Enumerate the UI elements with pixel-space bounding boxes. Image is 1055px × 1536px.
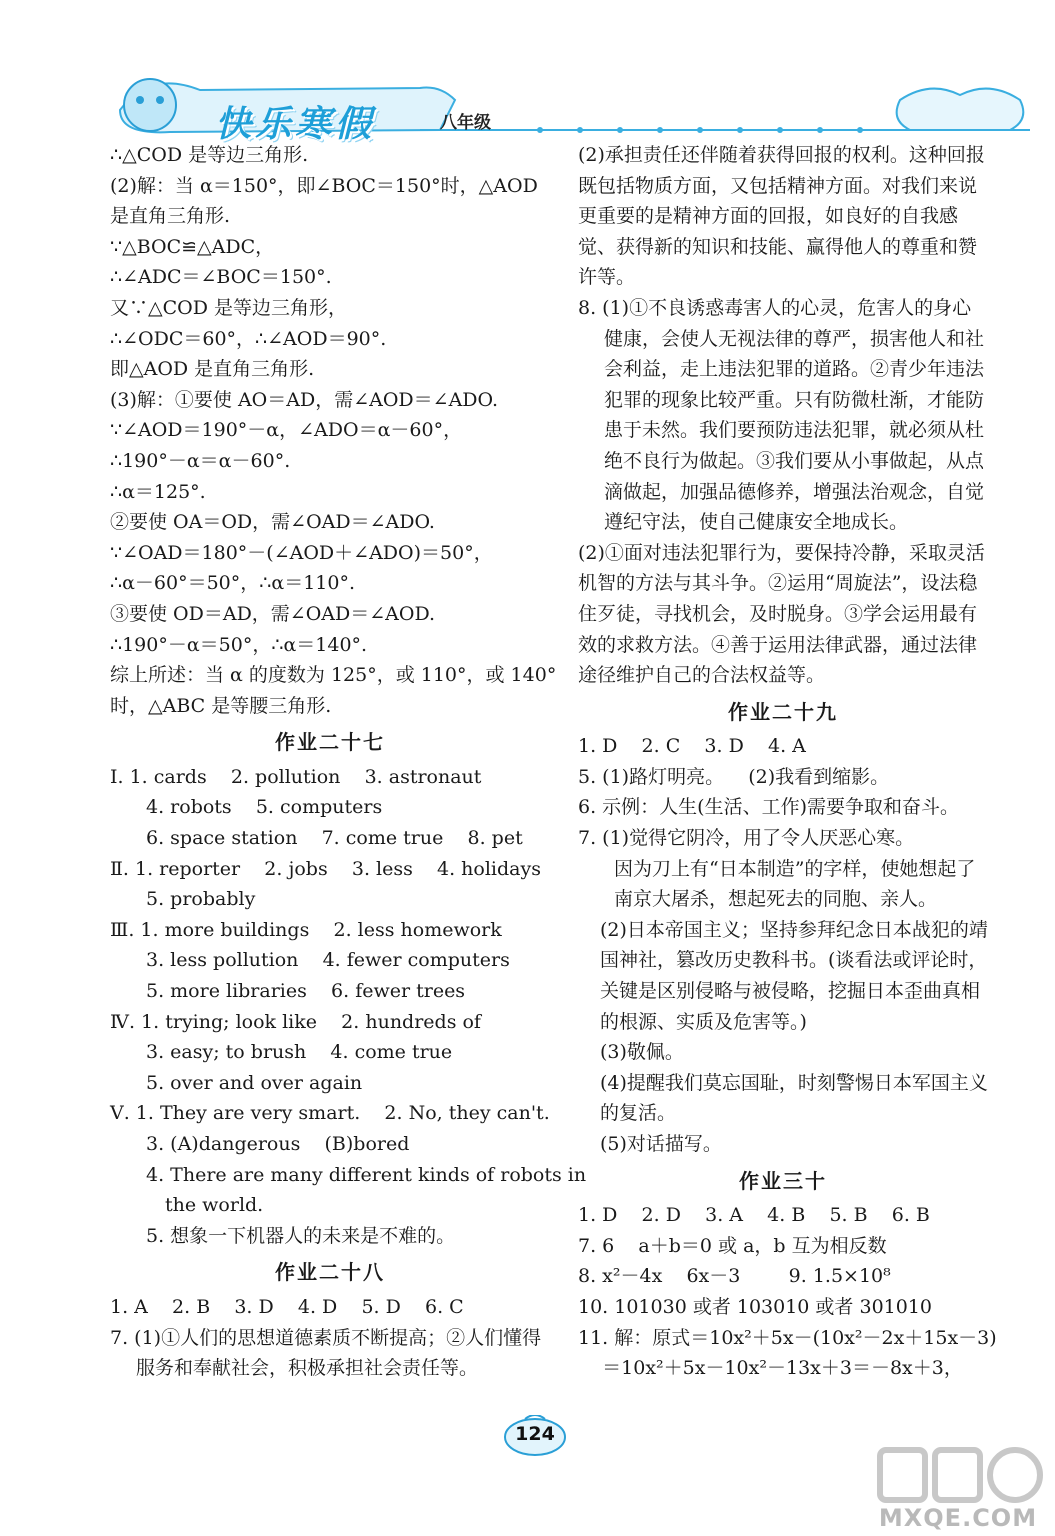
answer-line: 10. 101030 或者 103010 或者 301010 (578, 1295, 933, 1318)
answer-line: 4. robots 5. computers (146, 796, 383, 819)
answer-line: 6. 示例：人生(生活、工作)需要争取和奋斗。 (578, 796, 959, 819)
answer-line: (5)对话描写。 (600, 1133, 722, 1155)
answer-line: 5. more libraries 6. fewer trees (146, 980, 466, 1003)
section-heading-30: 作业三十 (739, 1168, 827, 1193)
text-line: 时，△ABC 是等腰三角形. (110, 694, 332, 717)
text-line: ∵△BOC≌△ADC， (110, 235, 275, 258)
text-line: ②要使 OA＝OD，需∠OAD＝∠ADO. (110, 511, 435, 534)
answer-paragraph: (2)①面对违法犯罪行为，要保持冷静，采取灵活机智的方法与其斗争。②运用“周旋法”，设法稳住歹徒，寻找机会，及时脱身。③学会运用最有效的求救方法。④善于运用法律武器，通过法律途径维护自己的合法权益等。 (578, 541, 985, 687)
banner-graphic (0, 0, 1055, 150)
text-line: ∴α＝125°. (110, 480, 206, 503)
answer-line: 5. probably (146, 888, 256, 911)
text-line: 又∵△COD 是等边三角形， (110, 296, 347, 319)
answer-line: the world. (165, 1194, 264, 1217)
answer-line: 3. easy; to brush 4. come true (146, 1041, 453, 1064)
page-number-badge (503, 1415, 567, 1457)
header-banner (0, 0, 1055, 150)
answer-line: ＝10x²＋5x－10x²－13x＋3＝－8x＋3， (578, 1357, 963, 1380)
answer-line: 8. x²－4x 6x－3 9. 1.5×10⁸ (578, 1265, 891, 1288)
answer-line: 7. (1)觉得它阴冷，用了令人厌恶心寒。 (578, 827, 915, 850)
answer-line: (3)敬佩。 (600, 1041, 684, 1064)
text-line: (2)解：当 α＝150°，即∠BOC＝150°时，△AOD (110, 174, 538, 197)
page-number: 124 (515, 1423, 555, 1445)
homework-27-answers (110, 762, 587, 1252)
grade-label: 八年级 (440, 113, 491, 133)
answer-paragraph: 8. (1)①不良诱惑毒害人的心灵，危害人的身心健康，会使人无视法律的尊严，损害他人和社会利益，走上违法犯罪的道路。②青少年违法犯罪的现象比较严重。只有防微杜渐，才能防患于未然。我们要预防违法犯罪，就必须从杜绝不良行为做起。③我们要从小事做起，从点滴做起，加强品德修养，增强法治观念，自觉遵纪守法，使自己健康安全地成长。 (578, 296, 985, 534)
answer-line: 7. 6 a＋b＝0 或 a，b 互为相反数 (578, 1234, 887, 1257)
text-line: ∴190°－α＝50°，∴α＝140°. (110, 633, 368, 656)
text-line: 即△AOD 是直角三角形. (110, 358, 315, 381)
answer-line: Ⅲ. 1. more buildings 2. less homework (110, 918, 502, 941)
section-heading-27: 作业二十七 (275, 730, 385, 755)
answer-paragraph: 因为刀上有“日本制造”的字样，使她想起了南京大屠杀，想起死去的同胞、亲人。 (614, 857, 976, 911)
section-heading-29: 作业二十九 (728, 699, 838, 724)
left-column (110, 140, 587, 1384)
geometry-solution (110, 140, 557, 721)
answer-line: Ⅰ. 1. cards 2. pollution 3. astronaut (110, 765, 482, 788)
answer-line: 5. over and over again (146, 1071, 363, 1094)
answer-line: Ⅱ. 1. reporter 2. jobs 3. less 4. holidays (110, 857, 541, 880)
answer-line: 1. D 2. D 3. A 4. B 5. B 6. B (578, 1204, 930, 1227)
text-line: (3)解：①要使 AO＝AD，需∠AOD＝∠ADO. (110, 388, 499, 411)
text-line: ∴∠ODC＝60°，∴∠AOD＝90°. (110, 327, 387, 350)
answer-line: 6. space station 7. come true 8. pet (146, 827, 523, 850)
text-line: ∴α－60°＝50°，∴α＝110°. (110, 572, 355, 595)
text-line: ∵∠OAD＝180°－(∠AOD＋∠ADO)＝50°， (110, 541, 493, 564)
answer-line: 3. less pollution 4. fewer computers (146, 949, 510, 972)
answer-line: 1. D 2. C 3. D 4. A (578, 735, 806, 758)
answer-paragraph: 7. (1)①人们的思想道德素质不断提高；②人们懂得服务和奉献社会，积极承担社会责任等。 (110, 1326, 542, 1380)
answer-line: Ⅳ. 1. trying; look like 2. hundreds of (110, 1010, 481, 1033)
answer-paragraph: (4)提醒我们莫忘国耻，时刻警惕日本军国主义的复活。 (600, 1071, 988, 1125)
text-line: ③要使 OD＝AD，需∠OAD＝∠AOD. (110, 602, 436, 625)
text-line: ∵∠AOD＝190°－α，∠ADO＝α－60°， (110, 419, 463, 442)
answer-line: 11. 解：原式＝10x²＋5x－(10x²－2x＋15x－3) (578, 1326, 997, 1349)
answer-paragraph: (2)承担责任还伴随着获得回报的权利。这种回报既包括物质方面，又包括精神方面。对我们来说更重要的是精神方面的回报，如良好的自我感觉、获得新的知识和技能、赢得他人的尊重和赞许等。 (578, 144, 985, 289)
text-line: ∴△COD 是等边三角形. (110, 144, 309, 166)
text-line: ∴190°－α＝α－60°. (110, 449, 291, 472)
text-line: 综上所述：当 α 的度数为 125°，或 110°，或 140° (110, 664, 557, 687)
banner-title: 快乐寒假 (215, 103, 376, 145)
answer-line: 4. There are many different kinds of robots in (146, 1163, 587, 1186)
answer-line: 1. A 2. B 3. D 4. D 5. D 6. C (110, 1295, 464, 1318)
section-heading-28: 作业二十八 (275, 1260, 385, 1285)
answer-paragraph: (2)日本帝国主义；坚持参拜纪念日本战犯的靖国神社，篡改历史教科书。(谈看法或评论时，关键是区别侵略与被侵略，挖掘日本歪曲真相的根源、实质及危害等。) (600, 918, 988, 1033)
text-line: 是直角三角形. (110, 205, 231, 228)
answer-line: 3. (A)dangerous (B)bored (146, 1133, 410, 1155)
answer-line: 5. 想象一下机器人的未来是不难的。 (146, 1224, 456, 1247)
watermark-text: MXQE.COM (878, 1504, 1038, 1532)
answer-line: 5. (1)路灯明亮。 (2)我看到缩影。 (578, 765, 890, 788)
answer-line: Ⅴ. 1. They are very smart. 2. No, they can't. (110, 1102, 550, 1125)
text-line: ∴∠ADC＝∠BOC＝150°. (110, 266, 332, 289)
right-column (578, 140, 997, 1384)
